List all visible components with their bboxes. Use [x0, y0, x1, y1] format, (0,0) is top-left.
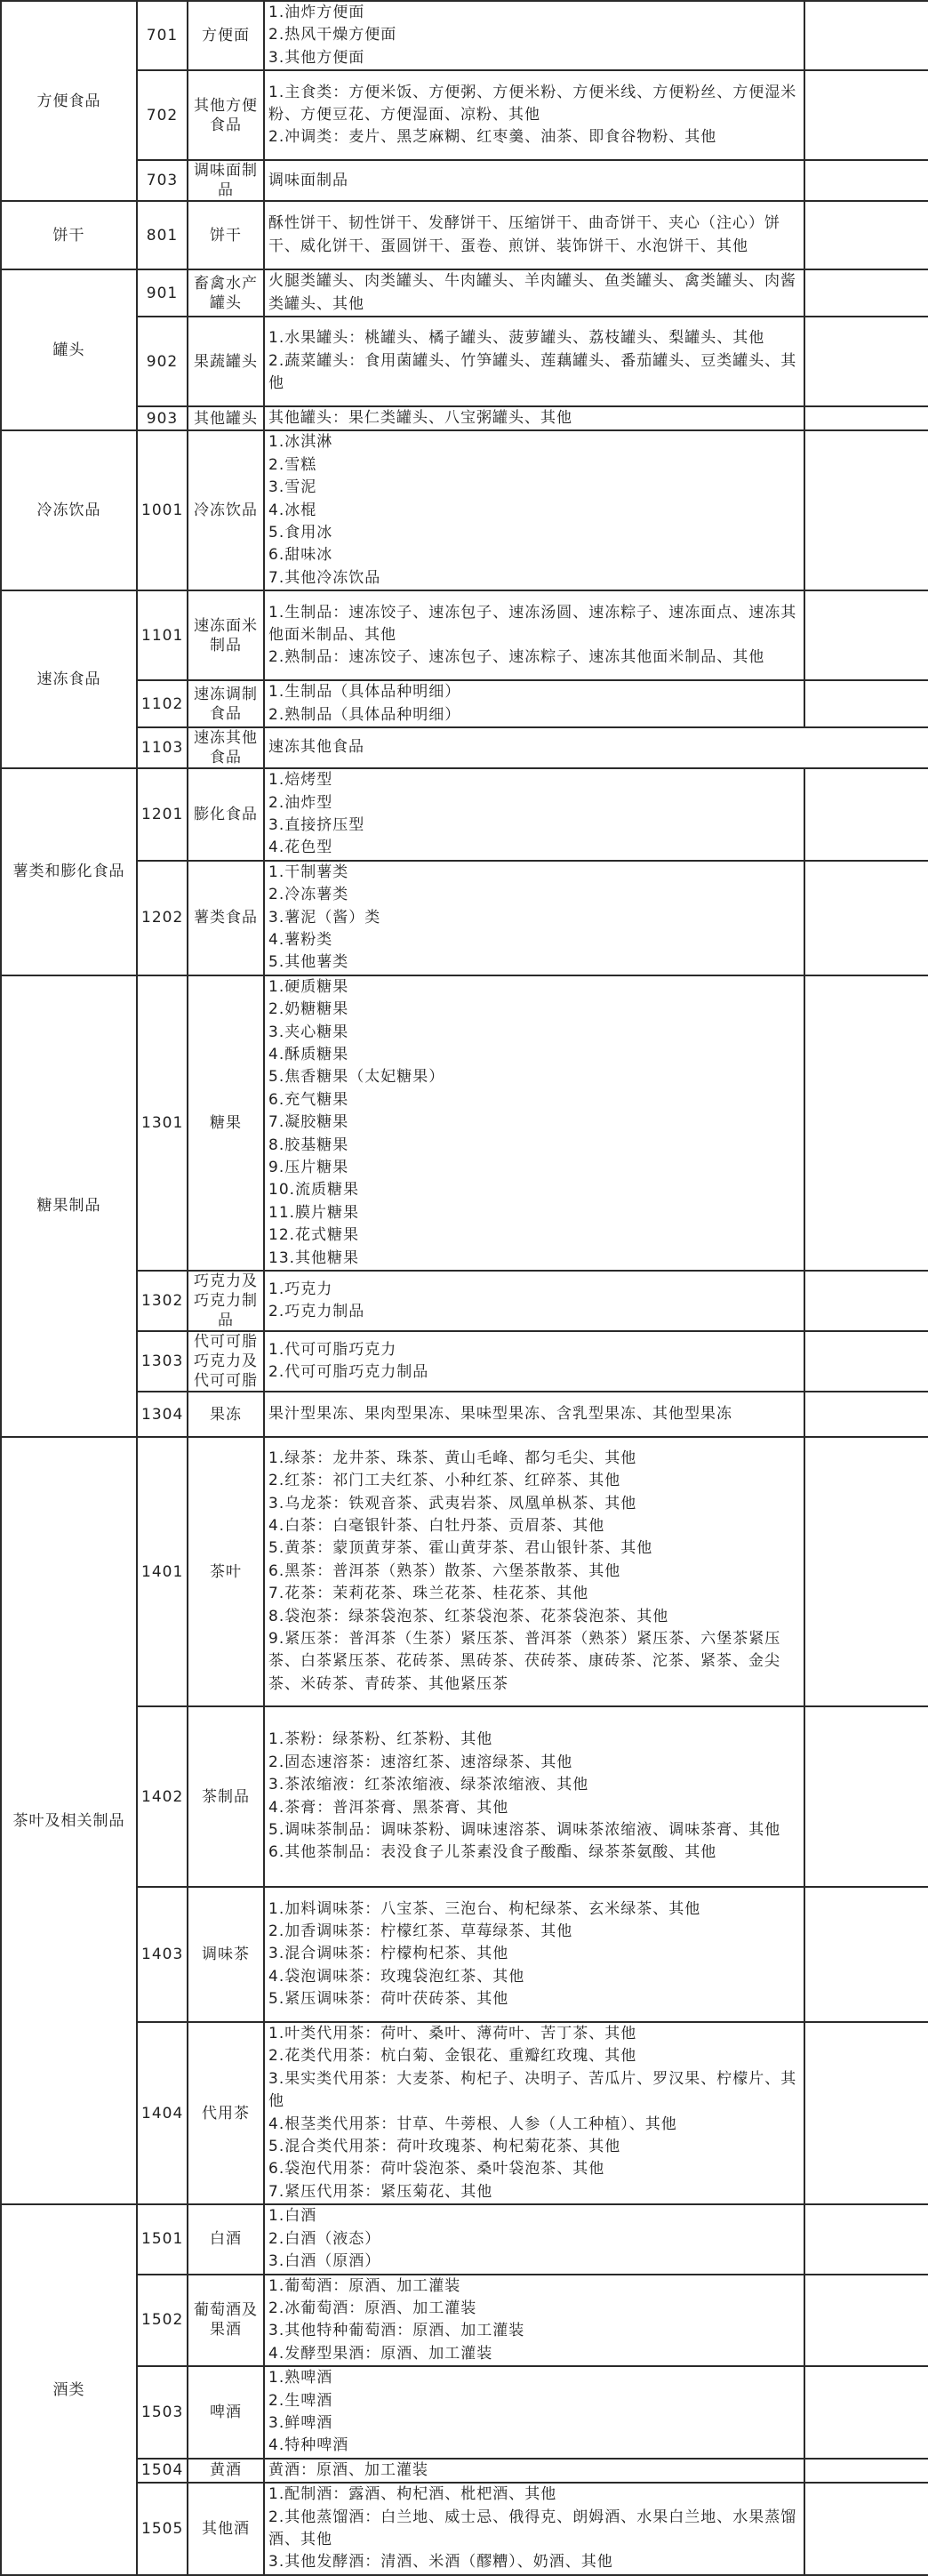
description-line: 1.代可可脂巧克力 [268, 1340, 397, 1359]
description-line: 2.巧克力制品 [268, 1303, 365, 1321]
remarks-cell [804, 2204, 928, 2274]
description-line: 调味面制品 [268, 171, 348, 189]
category-cell: 冷冻饮品 [1, 430, 137, 590]
description-line: 1.冰淇淋 [268, 433, 333, 452]
table-row [1, 201, 928, 269]
subcategory-cell: 饼干 [188, 201, 264, 269]
code-cell: 902 [137, 317, 188, 406]
remarks-cell [804, 2275, 928, 2367]
subcategory-cell: 速冻面米制品 [188, 590, 264, 680]
description-line: 2.熟制品（具体品种明细） [268, 705, 461, 724]
description-line: 6.黑茶：普洱茶（熟茶）散茶、六堡茶散茶、其他 [268, 1561, 621, 1580]
category-cell: 罐头 [1, 269, 137, 430]
description-line: 7.其他冷冻饮品 [268, 568, 381, 587]
description-line: 1.熟啤酒 [268, 2369, 333, 2387]
code-cell: 1201 [137, 768, 188, 861]
description-line: 1.茶粉：绿茶粉、红茶粉、其他 [268, 1730, 493, 1749]
category-cell: 薯类和膨化食品 [1, 768, 137, 975]
table-row [1, 861, 928, 975]
description-line: 3.其他特种葡萄酒：原酒、加工灌装 [268, 2322, 525, 2340]
code-cell: 1504 [137, 2459, 188, 2483]
description-cell [264, 2459, 804, 2483]
description-line: 8.胶基糖果 [268, 1136, 349, 1154]
description-line: 2.冲调类：麦片、黑芝麻糊、红枣羹、油茶、即食谷物粉、其他 [268, 128, 717, 147]
code-cell: 1403 [137, 1887, 188, 2022]
table-row [1, 1271, 928, 1331]
description-line: 2.加香调味茶：柠檬红茶、草莓绿茶、其他 [268, 1922, 573, 1940]
description-cell [264, 2275, 804, 2367]
description-cell [264, 975, 804, 1271]
description-line: 6.甜味冰 [268, 546, 333, 565]
category-cell: 速冻食品 [1, 590, 137, 768]
table-row [1, 2483, 928, 2575]
subcategory-cell: 代可可脂巧克力及代可可脂 [188, 1331, 264, 1392]
category-cell: 糖果制品 [1, 975, 137, 1437]
table-row [1, 727, 928, 768]
description-line: 1.焙烤型 [268, 771, 333, 790]
description-line: 3.白酒（原酒） [268, 2252, 381, 2271]
remarks-cell [804, 1887, 928, 2022]
code-cell: 1502 [137, 2275, 188, 2367]
code-cell: 1202 [137, 861, 188, 975]
description-line: 1.加料调味茶：八宝茶、三泡台、枸杞绿茶、玄米绿茶、其他 [268, 1899, 701, 1918]
code-cell: 801 [137, 201, 188, 269]
description-cell [264, 1, 804, 70]
description-line: 2.冰葡萄酒：原酒、加工灌装 [268, 2299, 477, 2317]
table-row [1, 1392, 928, 1437]
subcategory-cell: 速冻其他食品 [188, 727, 264, 768]
description-line: 1.绿茶：龙井茶、珠茶、黄山毛峰、都匀毛尖、其他 [268, 1448, 637, 1467]
subcategory-cell: 其他罐头 [188, 406, 264, 430]
category-cell: 茶叶及相关制品 [1, 1437, 137, 2204]
description-cell [264, 1437, 804, 1706]
table-row [1, 2204, 928, 2274]
table-row [1, 1437, 928, 1706]
description-line: 4.袋泡调味茶：玫瑰袋泡红茶、其他 [268, 1967, 525, 1986]
remarks-cell [804, 2366, 928, 2459]
description-cell [264, 1271, 804, 1331]
description-line: 4.酥质糖果 [268, 1045, 349, 1063]
description-line: 7.紧压代用茶：紧压菊花、其他 [268, 2182, 493, 2201]
description-line: 3.夹心糖果 [268, 1023, 349, 1041]
description-line: 3.果实类代用茶：大麦茶、枸杞子、决明子、苦瓜片、罗汉果、柠檬片、其他 [268, 2069, 797, 2111]
description-line: 酥性饼干、韧性饼干、发酵饼干、压缩饼干、曲奇饼干、夹心（注心）饼干、威化饼干、蛋圆饼干、蛋卷、煎饼、装饰饼干、水泡饼干、其他 [268, 214, 780, 255]
table-row [1, 2022, 928, 2204]
description-line: 1.葡萄酒：原酒、加工灌装 [268, 2276, 461, 2295]
remarks-cell [804, 680, 928, 727]
remarks-cell [804, 1437, 928, 1706]
code-cell: 1102 [137, 680, 188, 727]
subcategory-cell: 黄酒 [188, 2459, 264, 2483]
remarks-cell [804, 768, 928, 861]
description-line: 5.焦香糖果（太妃糖果） [268, 1068, 445, 1087]
code-cell: 1103 [137, 727, 188, 768]
description-line: 2.雪糕 [268, 455, 317, 474]
code-cell: 1505 [137, 2483, 188, 2575]
subcategory-cell: 调味面制品 [188, 160, 264, 201]
description-cell [264, 768, 804, 861]
description-cell [264, 590, 804, 680]
description-line: 3.乌龙茶：铁观音茶、武夷岩茶、凤凰单枞茶、其他 [268, 1494, 637, 1513]
subcategory-cell: 其他方便食品 [188, 70, 264, 160]
remarks-cell [804, 1706, 928, 1887]
description-line: 4.发酵型果酒：原酒、加工灌装 [268, 2344, 493, 2363]
remarks-cell [804, 1392, 928, 1437]
description-line: 5.食用冰 [268, 524, 333, 542]
description-line: 3.其他发酵酒：清酒、米酒（醪糟）、奶酒、其他 [268, 2553, 613, 2572]
table-row [1, 680, 928, 727]
description-cell [264, 160, 804, 201]
remarks-cell [804, 1271, 928, 1331]
description-cell [264, 430, 804, 590]
code-cell: 1303 [137, 1331, 188, 1392]
subcategory-cell: 方便面 [188, 1, 264, 70]
description-line: 3.直接挤压型 [268, 815, 365, 834]
description-line: 10.流质糖果 [268, 1181, 360, 1200]
category-cell: 饼干 [1, 201, 137, 269]
description-line: 5.紧压调味茶：荷叶茯砖茶、其他 [268, 1990, 509, 2009]
description-line: 3.鲜啤酒 [268, 2413, 333, 2432]
subcategory-cell: 果冻 [188, 1392, 264, 1437]
description-line: 1.油炸方便面 [268, 4, 365, 21]
remarks-cell [804, 317, 928, 406]
description-line: 6.充气糖果 [268, 1090, 349, 1109]
subcategory-cell: 调味茶 [188, 1887, 264, 2022]
description-line: 2.白酒（液态） [268, 2229, 381, 2248]
code-cell: 1402 [137, 1706, 188, 1887]
description-cell [264, 861, 804, 975]
remarks-cell [804, 2483, 928, 2575]
description-line: 4.根茎类代用茶：甘草、牛蒡根、人参（人工种植）、其他 [268, 2115, 677, 2133]
table-row [1, 2366, 928, 2459]
remarks-cell [804, 975, 928, 1271]
description-line: 9.紧压茶：普洱茶（生茶）紧压茶、普洱茶（熟茶）紧压茶、六堡茶紧压茶、白茶紧压茶、花砖茶、黑砖茶、茯砖茶、康砖茶、沱茶、紧茶、金尖茶、米砖茶、青砖茶、其他紧压茶 [268, 1630, 781, 1693]
description-line: 2.热风干燥方便面 [268, 26, 397, 44]
remarks-cell [804, 861, 928, 975]
description-line: 3.其他方便面 [268, 48, 365, 67]
code-cell: 1503 [137, 2366, 188, 2459]
table-row [1, 160, 928, 201]
description-cell [264, 269, 804, 317]
remarks-cell [804, 201, 928, 269]
description-cell [264, 201, 804, 269]
subcategory-cell: 速冻调制食品 [188, 680, 264, 727]
description-line: 4.特种啤酒 [268, 2436, 349, 2455]
description-line: 13.其他糖果 [268, 1248, 360, 1267]
description-line: 1.巧克力 [268, 1280, 333, 1298]
remarks-cell [804, 1, 928, 70]
code-cell: 1301 [137, 975, 188, 1271]
description-line: 6.袋泡代用茶：荷叶袋泡茶、桑叶袋泡茶、其他 [268, 2160, 605, 2179]
description-cell [264, 1706, 804, 1887]
description-line: 1.叶类代用茶：荷叶、桑叶、薄荷叶、苦丁茶、其他 [268, 2025, 637, 2043]
subcategory-cell: 巧克力及巧克力制品 [188, 1271, 264, 1331]
description-line: 2.蔬菜罐头：食用菌罐头、竹笋罐头、莲藕罐头、番茄罐头、豆类罐头、其他 [268, 351, 797, 393]
remarks-cell [804, 590, 928, 680]
code-cell: 703 [137, 160, 188, 201]
description-line: 9.压片糖果 [268, 1159, 349, 1176]
table-row [1, 1331, 928, 1392]
description-line: 2.生啤酒 [268, 2391, 333, 2410]
remarks-cell [804, 2459, 928, 2483]
subcategory-cell: 糖果 [188, 975, 264, 1271]
description-line: 2.奶糖糖果 [268, 1000, 349, 1019]
subcategory-cell: 啤酒 [188, 2366, 264, 2459]
subcategory-cell: 冷冻饮品 [188, 430, 264, 590]
description-line: 黄酒：原酒、加工灌装 [268, 2460, 428, 2479]
code-cell: 1501 [137, 2204, 188, 2274]
subcategory-cell: 膨化食品 [188, 768, 264, 861]
description-cell [264, 70, 804, 160]
description-line: 3.混合调味茶：柠檬枸杞茶、其他 [268, 1945, 509, 1963]
description-cell [264, 406, 804, 430]
description-line: 2.其他蒸馏酒：白兰地、威士忌、俄得克、朗姆酒、水果白兰地、水果蒸馏酒、其他 [268, 2508, 797, 2548]
description-cell [264, 317, 804, 406]
description-cell [264, 2022, 804, 2204]
description-cell [264, 2204, 804, 2274]
table-row [1, 430, 928, 590]
subcategory-cell: 茶制品 [188, 1706, 264, 1887]
subcategory-cell: 代用茶 [188, 2022, 264, 2204]
remarks-cell [804, 1331, 928, 1392]
category-cell: 方便食品 [1, 1, 137, 201]
description-cell [264, 2483, 804, 2575]
description-line: 5.黄茶：蒙顶黄芽茶、霍山黄芽茶、君山银针茶、其他 [268, 1539, 653, 1558]
description-cell [264, 680, 804, 727]
subcategory-cell: 其他酒 [188, 2483, 264, 2575]
table-row [1, 590, 928, 680]
remarks-cell [804, 269, 928, 317]
table-body [1, 1, 928, 2575]
category-cell: 酒类 [1, 2204, 137, 2575]
description-line: 1.干制薯类 [268, 863, 349, 881]
remarks-cell [804, 430, 928, 590]
description-line: 1.生制品（具体品种明细） [268, 683, 461, 702]
code-cell: 1404 [137, 2022, 188, 2204]
table-row [1, 768, 928, 861]
description-line: 2.油炸型 [268, 793, 333, 812]
table-row [1, 2459, 928, 2483]
table-row [1, 1706, 928, 1887]
description-line: 4.白茶：白毫银针茶、白牡丹茶、贡眉茶、其他 [268, 1517, 605, 1536]
description-line: 果汁型果冻、果肉型果冻、果味型果冻、含乳型果冻、其他型果冻 [268, 1404, 732, 1423]
description-line: 8.袋泡茶：绿茶袋泡茶、红茶袋泡茶、花茶袋泡茶、其他 [268, 1607, 669, 1625]
description-line: 速冻其他食品 [268, 738, 364, 757]
table-row [1, 1887, 928, 2022]
subcategory-cell: 茶叶 [188, 1437, 264, 1706]
description-cell [264, 1331, 804, 1392]
description-cell [264, 1887, 804, 2022]
table-row [1, 1, 928, 70]
code-cell: 903 [137, 406, 188, 430]
description-line: 7.凝胶糖果 [268, 1113, 349, 1132]
code-cell: 1302 [137, 1271, 188, 1331]
code-cell: 702 [137, 70, 188, 160]
description-line: 2.代可可脂巧克力制品 [268, 1363, 429, 1382]
description-line: 2.花类代用茶：杭白菊、金银花、重瓣红玫瑰、其他 [268, 2047, 637, 2066]
description-line: 2.红茶：祁门工夫红茶、小种红茶、红碎茶、其他 [268, 1472, 621, 1490]
code-cell: 1101 [137, 590, 188, 680]
description-line: 4.冰棍 [268, 501, 317, 519]
description-line: 1.水果罐头：桃罐头、橘子罐头、菠萝罐头、荔枝罐头、梨罐头、其他 [268, 329, 765, 348]
description-line: 1.硬质糖果 [268, 977, 349, 996]
subcategory-cell: 果蔬罐头 [188, 317, 264, 406]
code-cell: 701 [137, 1, 188, 70]
remarks-cell [804, 70, 928, 160]
description-line: 4.茶膏：普洱茶膏、黑茶膏、其他 [268, 1798, 509, 1817]
remarks-cell [804, 406, 928, 430]
description-line: 1.白酒 [268, 2207, 317, 2226]
table-row [1, 975, 928, 1271]
description-line: 3.茶浓缩液：红茶浓缩液、绿茶浓缩液、其他 [268, 1776, 589, 1794]
table-row [1, 317, 928, 406]
subcategory-cell: 薯类食品 [188, 861, 264, 975]
code-cell: 901 [137, 269, 188, 317]
description-line: 5.调味茶制品：调味茶粉、调味速溶茶、调味茶浓缩液、调味茶膏、其他 [268, 1820, 781, 1839]
description-line: 12.花式糖果 [268, 1226, 360, 1245]
description-line: 1.配制酒：露酒、枸杞酒、枇杷酒、其他 [268, 2485, 557, 2504]
description-line: 6.其他茶制品：表没食子儿茶素没食子酸酯、绿茶茶氨酸、其他 [268, 1843, 717, 1862]
remarks-cell [804, 160, 928, 201]
code-cell: 1401 [137, 1437, 188, 1706]
description-line: 3.薯泥（酱）类 [268, 908, 381, 927]
description-line: 1.主食类：方便米饭、方便粥、方便米粉、方便米线、方便粉丝、方便湿米粉、方便豆花、方便湿面、凉粉、其他 [268, 83, 797, 124]
table-row [1, 269, 928, 317]
code-cell: 1304 [137, 1392, 188, 1437]
table-row [1, 2275, 928, 2367]
description-line: 11.膜片糖果 [268, 1203, 360, 1222]
description-line: 5.其他薯类 [268, 953, 349, 972]
description-cell [264, 2366, 804, 2459]
description-line: 2.熟制品：速冻饺子、速冻包子、速冻粽子、速冻其他面米制品、其他 [268, 648, 765, 667]
description-line: 其他罐头：果仁类罐头、八宝粥罐头、其他 [268, 409, 572, 428]
description-line: 4.花色型 [268, 839, 333, 857]
subcategory-cell: 畜禽水产罐头 [188, 269, 264, 317]
description-line: 1.生制品：速冻饺子、速冻包子、速冻汤圆、速冻粽子、速冻面点、速冻其他面米制品、其他 [268, 603, 797, 645]
table-row [1, 406, 928, 430]
description-cell [264, 1392, 804, 1437]
description-line: 3.雪泥 [268, 478, 317, 497]
table-row [1, 70, 928, 160]
description-line: 2.固态速溶茶：速溶红茶、速溶绿茶、其他 [268, 1753, 573, 1771]
description-line: 4.薯粉类 [268, 930, 333, 949]
description-line: 火腿类罐头、肉类罐头、牛肉罐头、羊肉罐头、鱼类罐头、禽类罐头、肉酱类罐头、其他 [268, 272, 796, 313]
description-line: 7.花茶：茉莉花茶、珠兰花茶、桂花茶、其他 [268, 1585, 589, 1603]
subcategory-cell: 白酒 [188, 2204, 264, 2274]
description-cell [264, 727, 928, 768]
remarks-cell [804, 2022, 928, 2204]
description-line: 2.冷冻薯类 [268, 886, 349, 904]
description-line: 5.混合类代用茶：荷叶玫瑰茶、枸杞菊花茶、其他 [268, 2138, 621, 2156]
code-cell: 1001 [137, 430, 188, 590]
subcategory-cell: 葡萄酒及果酒 [188, 2275, 264, 2367]
